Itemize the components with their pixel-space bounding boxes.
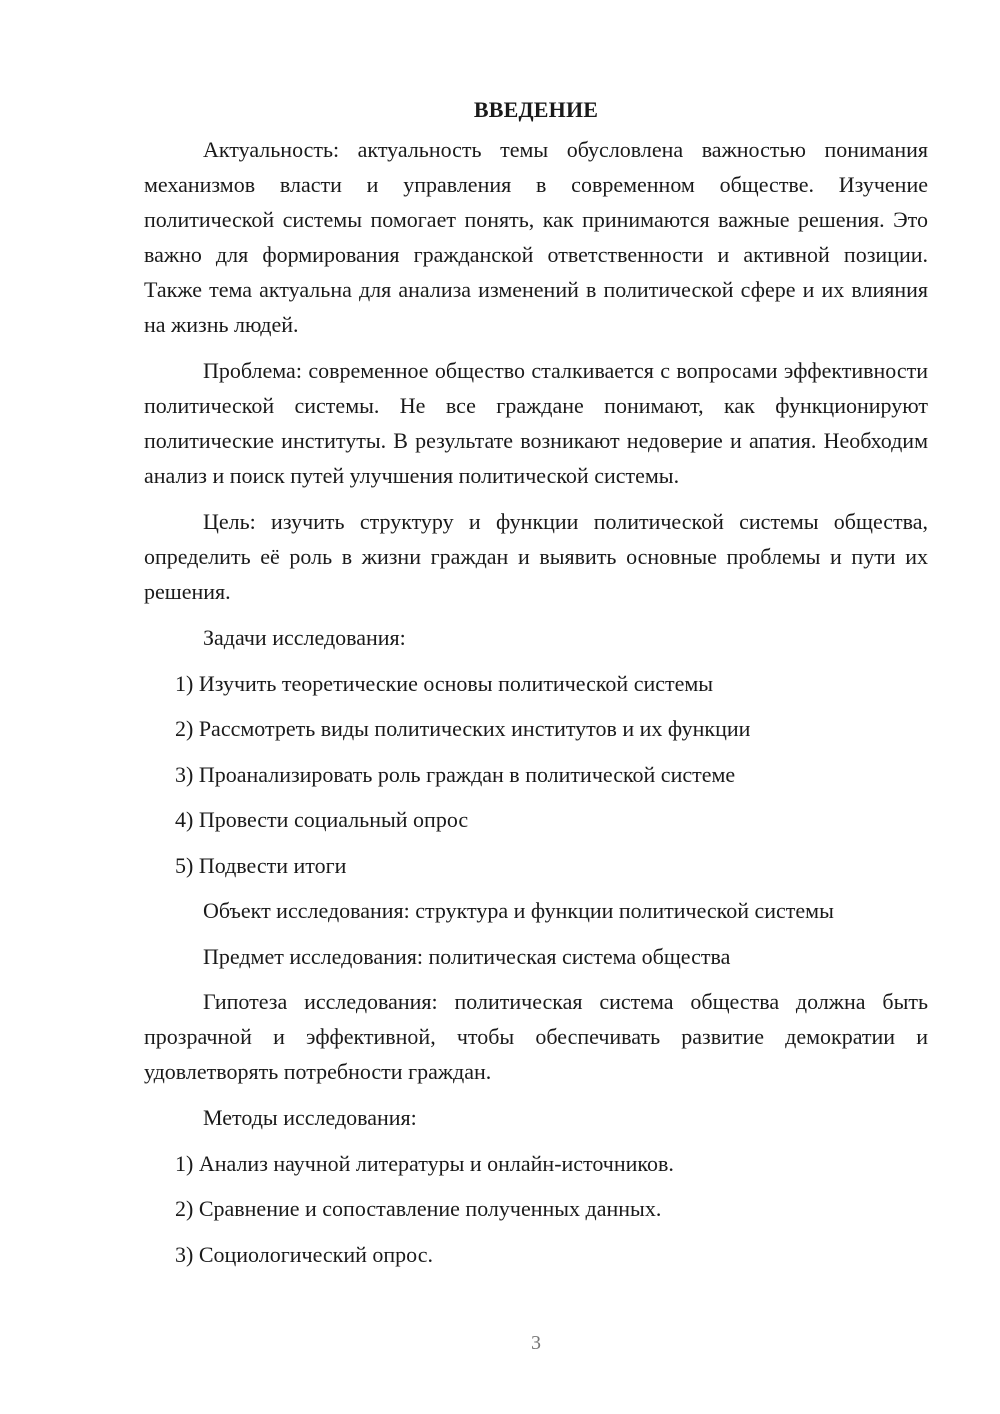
document-title: ВВЕДЕНИЕ — [473, 97, 599, 122]
document-page — [144, 92, 928, 1282]
methods-list — [144, 1146, 928, 1272]
task-item: 3) Проанализировать роль граждан в политической системе — [175, 761, 736, 787]
task-item: 4) Провести социальный опрос — [175, 807, 469, 832]
problem-paragraph: Проблема: современное общество сталкивается с вопросами эффективности политической системы. Не все граждане понимают, как функционируют политические институты. В результате возникают недоверие и апатия. Необходим анализ и поиск путей улучшения политической системы. — [144, 358, 928, 488]
task-item: 2) Рассмотреть виды политических институтов и их функции — [175, 716, 751, 741]
research-subject: Предмет исследования: политическая система общества — [203, 943, 731, 969]
relevance-paragraph: Актуальность: актуальность темы обусловлена важностью понимания механизмов власти и управления в современном обществе. Изучение политической системы помогает понять, как принимаются важные решения. Это важно для формирования гражданской ответственности и активной позиции. Также тема актуальна для анализа изменений в политической сфере и их влияния на жизнь людей. — [144, 137, 928, 337]
hypothesis-paragraph: Гипотеза исследования: политическая система общества должна быть прозрачной и эффективной, чтобы обеспечивать развитие демократии и удовлетворять потребности граждан. — [144, 989, 928, 1084]
goal-paragraph: Цель: изучить структуру и функции политической системы общества, определить её роль в жизни граждан и выявить основные проблемы и пути их решения. — [144, 509, 928, 604]
tasks-heading: Задачи исследования: — [203, 625, 406, 650]
tasks-list — [144, 666, 928, 883]
page-number: 3 — [531, 1332, 541, 1354]
method-item: 1) Анализ научной литературы и онлайн-источников. — [175, 1150, 674, 1176]
methods-heading: Методы исследования: — [203, 1105, 417, 1130]
task-item: 5) Подвести итоги — [175, 852, 347, 878]
method-item: 3) Социологический опрос. — [175, 1241, 433, 1267]
task-item: 1) Изучить теоретические основы политической системы — [175, 670, 714, 696]
research-object: Объект исследования: структура и функции политической системы — [203, 898, 834, 923]
method-item: 2) Сравнение и сопоставление полученных данных. — [175, 1196, 662, 1221]
